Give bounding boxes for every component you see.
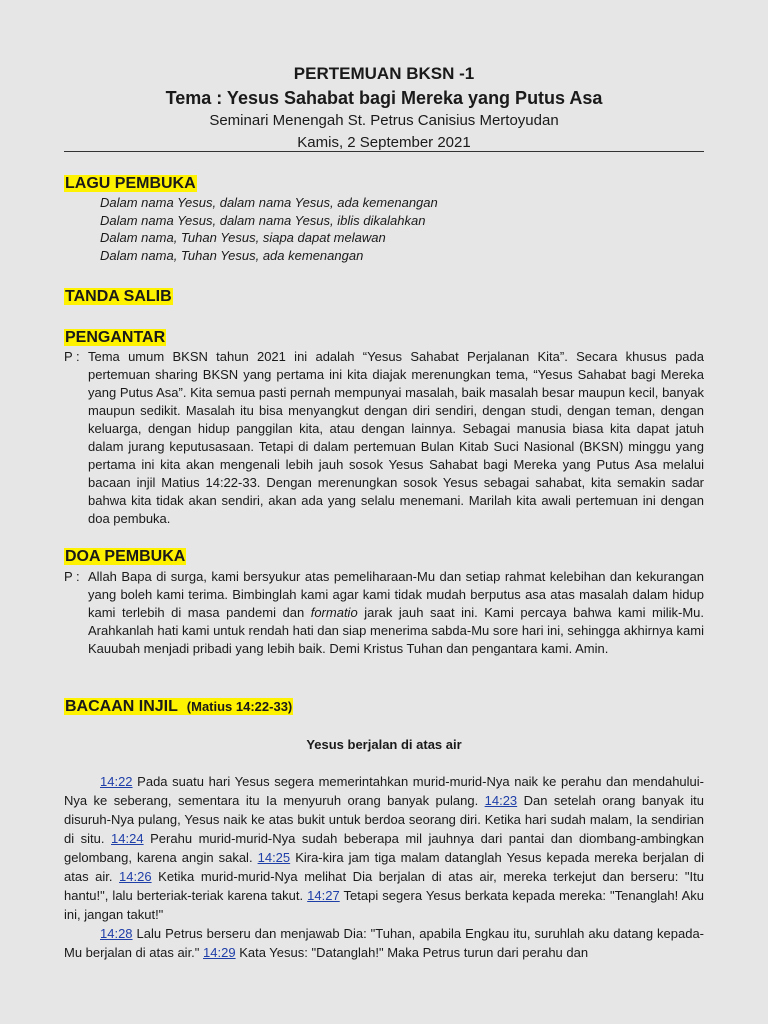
song-lyrics bbox=[100, 194, 438, 264]
verse-text: Perahu murid-murid-Nya sudah beberapa mil jauhnya dari pantai dan diombang-ambingkan gelombang, karena angin sakal. bbox=[64, 831, 705, 865]
pengantar-text: Tema umum BKSN tahun 2021 ini adalah “Yesus Sahabat Perjalanan Kita”. Secara khusus pada pertemuan sharing BKSN yang pertama ini kita diajak merenungkan tema, “Yesus Sahabat bagi Mereka yang Putus Asa”. Kita semua pasti pernah mempunyai masalah, baik masalah besar maupun kecil, banyak maupun sedikit. Masalah itu bisa menyangkut dengan diri sendiri, dengan studi, dengan teman, dengan keluarga, dengan hidup panggilan kita, atau dengan lainnya. Sebagai manusia biasa kita dapat jatuh dalam jurang keputusasaan. Tetapi di dalam pertemuan Bulan Kitab Suci Nasional (BKSN) minggu yang pertama ini kita akan mengenali lebih jauh sosok Yesus Sahabat bagi Mereka yang Putus Asa melalui bacaan injil Matius 14:22-33. Dengan merenungkan sosok Yesus sebagai sahabat, kita semakin sadar bahwa kita tidak akan sendiri, akan ada yang selalu menemani. Marilah kita awali pertemuan ini dengan doa pembuka. bbox=[88, 349, 704, 526]
tanda-salib-heading: TANDA SALIB bbox=[65, 288, 172, 305]
verse-link-14-28[interactable]: 14:28 bbox=[100, 926, 133, 941]
pengantar-heading: PENGANTAR bbox=[65, 329, 166, 346]
doa-text-part: Allah Bapa di surga, kami bersyukur atas pemeliharaan-Mu dan setiap rahmat kelebihan dan kekurangan yang boleh kami terima. Bimbinglah kami agar kami tidak mudah berputus asa atas masalah dalam hidup kami terlebih di masa pandemi dan bbox=[88, 569, 704, 620]
song-line: Dalam nama, Tuhan Yesus, ada kemenangan bbox=[100, 247, 364, 263]
verse-link-14-22[interactable]: 14:22 bbox=[100, 774, 133, 789]
header-divider bbox=[64, 151, 704, 152]
reading-paragraph bbox=[64, 924, 704, 962]
bacaan-injil-reference: (Matius 14:22-33) bbox=[186, 699, 293, 714]
reading-paragraph bbox=[64, 772, 704, 924]
verse-link-14-25[interactable]: 14:25 bbox=[257, 850, 291, 865]
doa-pembuka-heading: DOA PEMBUKA bbox=[65, 548, 186, 565]
verse-text: Dan setelah orang banyak itu disuruh-Nya pulang, Yesus naik ke atas bukit untuk berdoa seorang diri. Ketika hari sudah malam, Ia sendirian di situ. bbox=[64, 793, 705, 846]
document-header bbox=[64, 60, 704, 153]
document-date: Kamis, 2 September 2021 bbox=[297, 134, 471, 151]
doa-text bbox=[88, 568, 704, 658]
verse-text: Tetapi segera Yesus berkata kepada mereka: "Tenanglah! Aku ini, jangan takut!" bbox=[64, 888, 705, 922]
doa-text-italic: formatio bbox=[310, 605, 358, 620]
reading-subtitle: Yesus berjalan di atas air bbox=[306, 737, 462, 752]
document-theme: Tema : Yesus Sahabat bagi Mereka yang Putus Asa bbox=[165, 88, 603, 108]
section-lagu-pembuka bbox=[64, 174, 197, 194]
section-doa-pembuka bbox=[64, 547, 186, 567]
verse-text: Pada suatu hari Yesus segera memerintahkan murid-murid-Nya naik ke perahu dan mendahului-Nya ke seberang, sementara itu Ia menyuruh orang banyak pulang. bbox=[64, 774, 704, 808]
verse-text: Lalu Petrus berseru dan menjawab Dia: "Tuhan, apabila Engkau itu, suruhlah aku datang kepada-Mu berjalan di atas air." bbox=[64, 926, 704, 960]
song-line: Dalam nama Yesus, dalam nama Yesus, ada kemenangan bbox=[100, 195, 438, 210]
verse-link-14-23[interactable]: 14:23 bbox=[484, 793, 518, 808]
verse-link-14-29[interactable]: 14:29 bbox=[203, 945, 236, 960]
doa-text-part: jarak jauh saat ini. Kami percaya bahwa kami milik-Mu. Arahkanlah hati kami untuk rendah hati dan siap menerima sabda-Mu sore hari ini, sehingga akhirnya kami Kauubah menjadi pribadi yang lebih baik. Demi Kristus Tuhan dan pengantara kami. Amin. bbox=[88, 605, 704, 656]
section-bacaan-injil bbox=[64, 697, 293, 717]
verse-text: Ketika murid-murid-Nya melihat Dia berjalan di atas air, mereka terkejut dan berseru: "Itu hantu!", lalu berteriak-teriak karena takut. bbox=[64, 869, 704, 903]
speaker-prefix: P : bbox=[64, 569, 80, 584]
lagu-pembuka-heading: LAGU PEMBUKA bbox=[65, 175, 196, 192]
document-institution: Seminari Menengah St. Petrus Canisius Mertoyudan bbox=[209, 112, 559, 129]
verse-text: Kata Yesus: "Datanglah!" Maka Petrus turun dari perahu dan bbox=[235, 945, 589, 960]
song-line: Dalam nama, Tuhan Yesus, siapa dapat melawan bbox=[100, 230, 386, 246]
bacaan-injil-title: BACAAN INJIL bbox=[65, 698, 178, 715]
verse-link-14-27[interactable]: 14:27 bbox=[307, 888, 340, 903]
speaker-prefix: P : bbox=[64, 349, 80, 364]
pengantar-paragraph bbox=[64, 348, 704, 528]
gospel-reading bbox=[64, 772, 704, 962]
verse-link-14-26[interactable]: 14:26 bbox=[119, 869, 152, 884]
verse-text: Kira-kira jam tiga malam datanglah Yesus kepada mereka berjalan di atas air. bbox=[64, 850, 704, 884]
section-tanda-salib bbox=[64, 287, 173, 307]
verse-link-14-24[interactable]: 14:24 bbox=[111, 831, 144, 846]
song-line: Dalam nama Yesus, dalam nama Yesus, iblis dikalahkan bbox=[100, 212, 426, 228]
section-pengantar bbox=[64, 328, 166, 348]
document-title: PERTEMUAN BKSN -1 bbox=[293, 64, 475, 83]
doa-paragraph bbox=[64, 568, 704, 658]
bacaan-injil-heading bbox=[64, 698, 293, 715]
